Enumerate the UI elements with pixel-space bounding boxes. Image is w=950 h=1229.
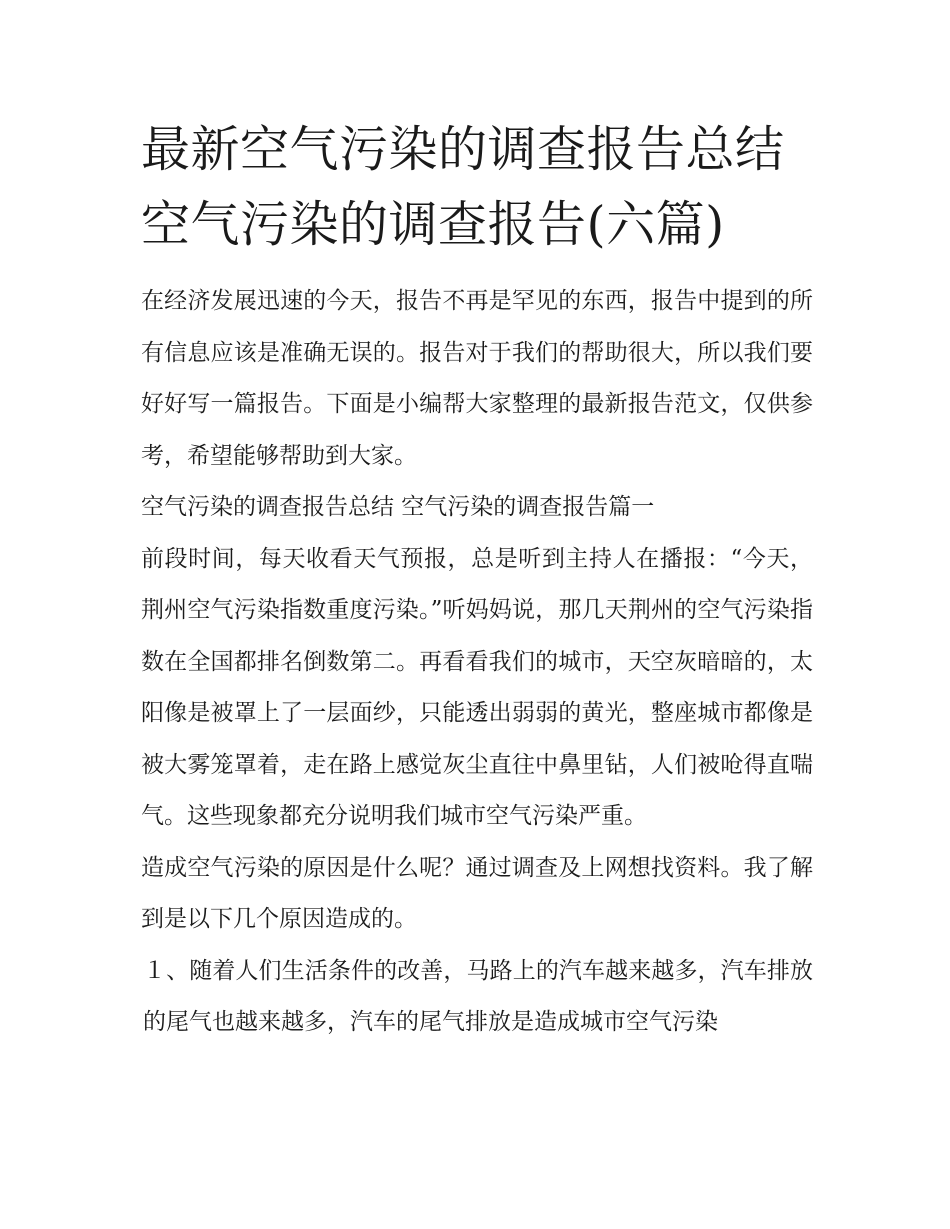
document-body [141,276,813,1049]
title-line-2: 空气污染的调查报告(六篇) [141,196,725,253]
document-title [141,112,813,262]
document-page [141,112,813,1049]
paragraph-cause-question: 造成空气污染的原因是什么呢？通过调查及上网想找资料。我了解到是以下几个原因造成的。 [141,854,813,932]
paragraph-intro: 在经济发展迅速的今天，报告不再是罕见的东西，报告中提到的所有信息应该是准确无误的。报告对于我们的帮助很大，所以我们要好好写一篇报告。下面是小编帮大家整理的最新报告范文，仅供参考，希望能够帮助到大家。 [141,288,813,469]
section-heading: 空气污染的调查报告总结 空气污染的调查报告篇一 [141,494,655,520]
paragraph-cause-1: １、随着人们生活条件的改善，马路上的汽车越来越多，汽车排放的尾气也越来越多，汽车的尾气排放是造成城市空气污染 [143,957,813,1035]
paragraph-observation: 前段时间，每天收看天气预报，总是听到主持人在播报：“今天，荆州空气污染指数重度污染。”听妈妈说，那几天荆州的空气污染指数在全国都排名倒数第二。再看看我们的城市，天空灰暗暗的，太阳像是被罩上了一层面纱，只能透出弱弱的黄光，整座城市都像是被大雾笼罩着，走在路上感觉灰尘直往中鼻里钻，人们被呛得直喘气。这些现象都充分说明我们城市空气污染严重。 [141,545,813,829]
title-line-1: 最新空气污染的调查报告总结 [141,121,785,178]
